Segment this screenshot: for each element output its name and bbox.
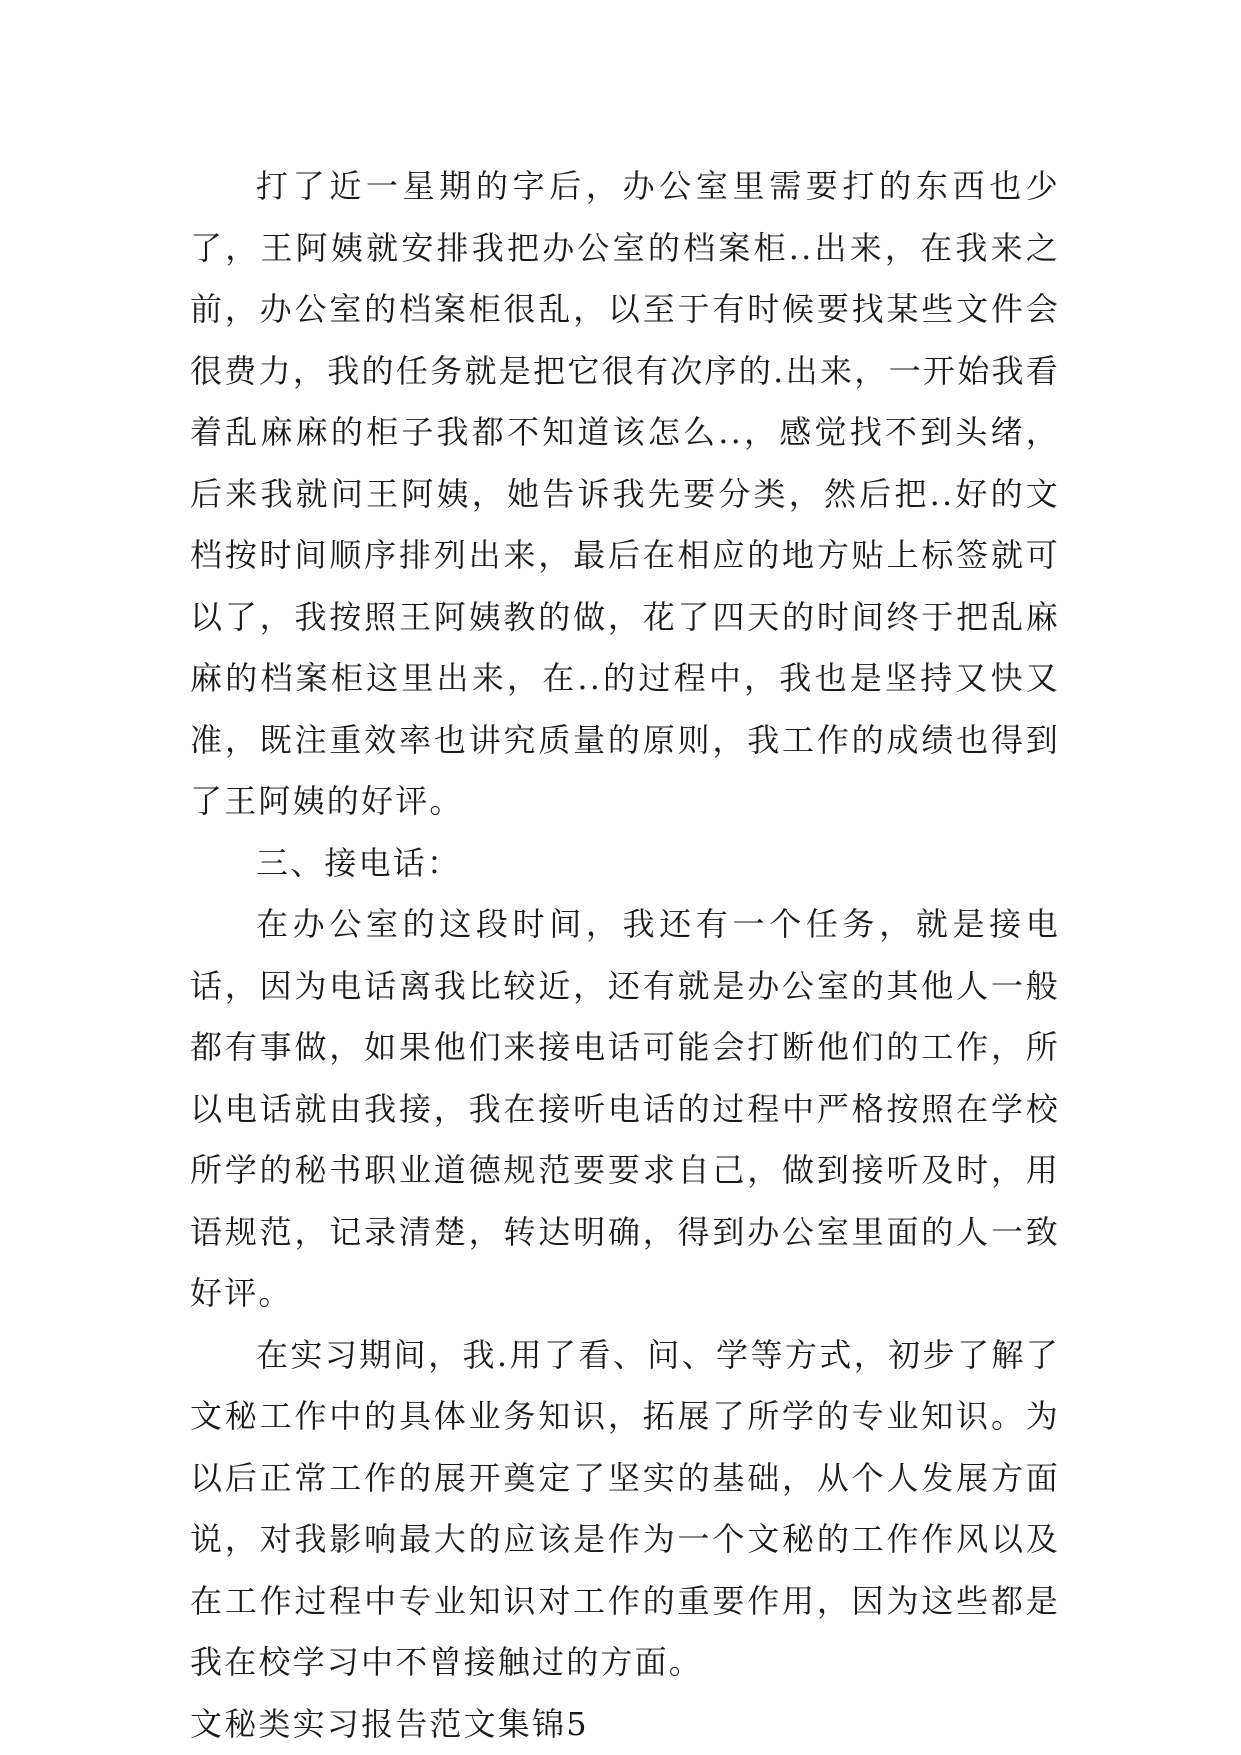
document-body — [190, 156, 1060, 1755]
paragraph-answer-phone: 在办公室的这段时间，我还有一个任务，就是接电话，因为电话离我比较近，还有就是办公室的其他人一般都有事做，如果他们来接电话可能会打断他们的工作，所以电话就由我接，我在接听电话的过程中严格按照在学校所学的秘书职业道德规范要要求自己，做到接听及时，用语规范，记录清楚，转达明确，得到办公室里面的人一致好评。 — [190, 894, 1060, 1325]
paragraph-internship-summary: 在实习期间，我.用了看、问、学等方式，初步了解了文秘工作中的具体业务知识，拓展了所学的专业知识。为以后正常工作的展开奠定了坚实的基础，从个人发展方面说，对我影响最大的应该是作为一个文秘的工作作风以及在工作过程中专业知识对工作的重要作用，因为这些都是我在校学习中不曾接触过的方面。 — [190, 1325, 1060, 1694]
section-heading-answer-phone: 三、接电话： — [190, 833, 1060, 895]
paragraph-archive-cabinet: 打了近一星期的字后，办公室里需要打的东西也少了，王阿姨就安排我把办公室的档案柜..出来，在我来之前，办公室的档案柜很乱，以至于有时候要找某些文件会很费力，我的任务就是把它很有次序的.出来，一开始我看着乱麻麻的柜子我都不知道该怎么..，感觉找不到头绪，后来我就问王阿姨，她告诉我先要分类，然后把..好的文档按时间顺序排列出来，最后在相应的地方贴上标签就可以了，我按照王阿姨教的做，花了四天的时间终于把乱麻麻的档案柜这里出来，在..的过程中，我也是坚持又快又准，既注重效率也讲究质量的原则，我工作的成绩也得到了王阿姨的好评。 — [190, 156, 1060, 833]
next-section-title: 文秘类实习报告范文集锦5 — [190, 1694, 1060, 1755]
